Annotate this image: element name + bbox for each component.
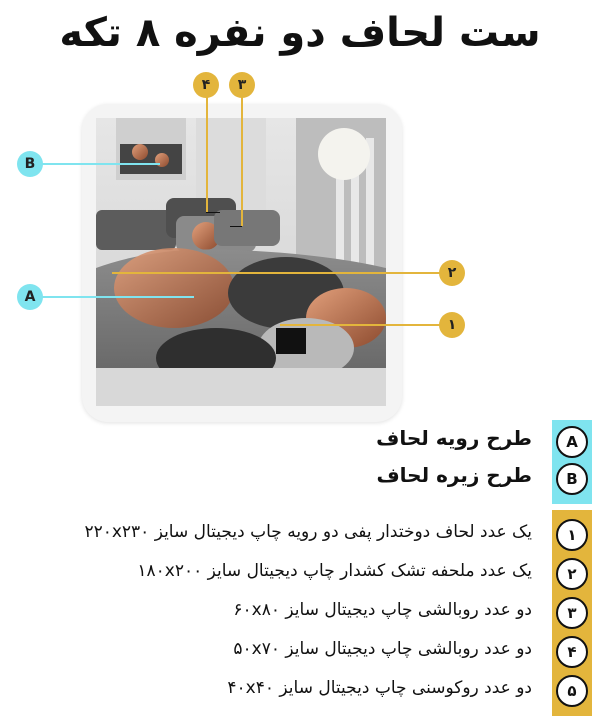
marker-3-tail — [230, 226, 242, 227]
legend-text-5: دو عدد روکوسنی چاپ دیجیتال سایز ۴۰x۴۰ — [227, 678, 532, 698]
marker-2-line — [112, 272, 440, 274]
marker-3-line — [241, 96, 243, 226]
legend-badge-4: ۴ — [556, 636, 588, 668]
marker-2: ۲ — [439, 260, 465, 286]
marker-3: ۳ — [229, 72, 255, 98]
marker-b: B — [17, 151, 43, 177]
marker-1: ۱ — [439, 312, 465, 338]
legend-badge-a: A — [556, 426, 588, 458]
marker-a-line — [42, 296, 194, 298]
legend-text-4: دو عدد روبالشی چاپ دیجیتال سایز ۵۰x۷۰ — [233, 639, 532, 659]
legend-badge-5: ۵ — [556, 675, 588, 707]
legend-badge-b: B — [556, 463, 588, 495]
marker-b-line — [40, 163, 160, 165]
marker-a: A — [17, 284, 43, 310]
legend-text-3: دو عدد روبالشی چاپ دیجیتال سایز ۶۰x۸۰ — [233, 600, 532, 620]
legend-text-b: طرح زیره لحاف — [376, 463, 532, 487]
legend-badge-1: ۱ — [556, 519, 588, 551]
page-title: ست لحاف دو نفره ۸ تکه — [59, 10, 541, 56]
marker-1-line — [280, 324, 440, 326]
marker-4: ۴ — [193, 72, 219, 98]
legend-text-2: یک عدد ملحفه تشک کشدار چاپ دیجیتال سایز ۱۸۰x۲۰۰ — [137, 561, 532, 581]
marker-4-tail — [206, 212, 220, 213]
legend-text-1: یک عدد لحاف دوختدار پفی دو رویه چاپ دیجیتال سایز ۲۲۰x۲۳۰ — [84, 522, 532, 542]
legend-badge-3: ۳ — [556, 597, 588, 629]
legend-text-a: طرح رویه لحاف — [376, 426, 532, 450]
marker-4-line — [206, 96, 208, 212]
legend-badge-2: ۲ — [556, 558, 588, 590]
